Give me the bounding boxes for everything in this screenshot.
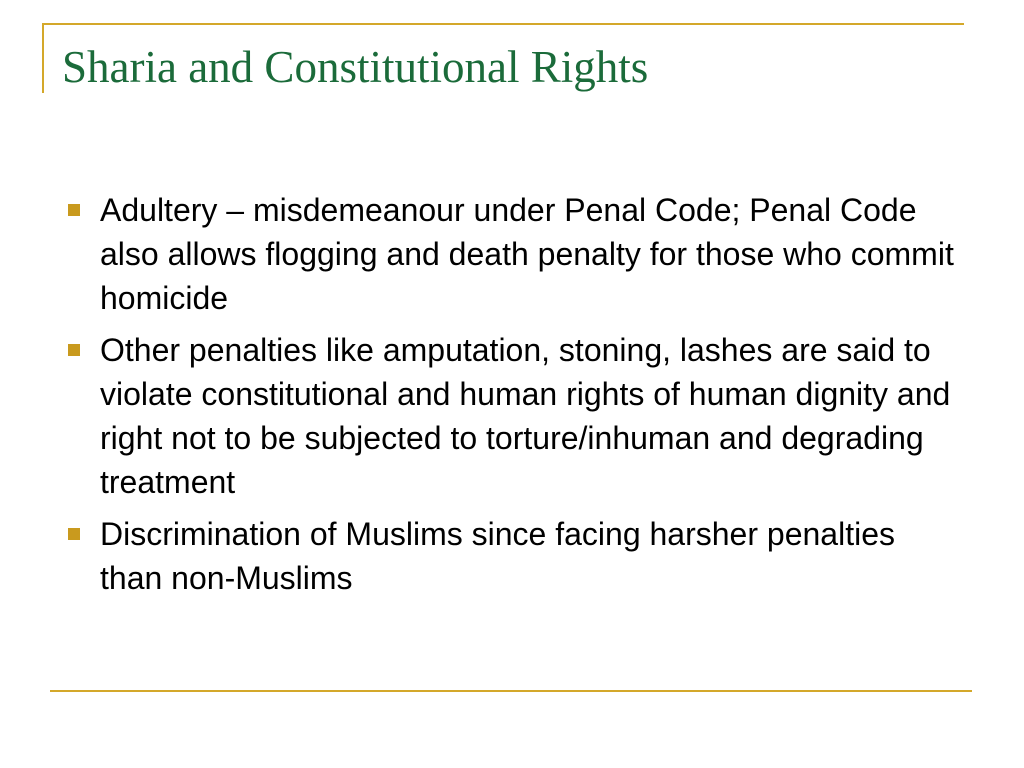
bullet-list bbox=[62, 188, 962, 608]
left-accent-line bbox=[42, 23, 44, 93]
slide-title: Sharia and Constitutional Rights bbox=[62, 42, 649, 92]
bullet-text: Other penalties like amputation, stoning, lashes are said to violate constitutional and human rights of human dignity and right not to be subjected to torture/inhuman and degrading treatment bbox=[100, 332, 951, 500]
square-bullet-icon bbox=[68, 204, 80, 216]
bullet-text: Discrimination of Muslims since facing harsher penalties than non-Muslims bbox=[100, 516, 895, 596]
square-bullet-icon bbox=[68, 528, 80, 540]
bottom-divider bbox=[50, 690, 972, 692]
bullet-item bbox=[62, 328, 962, 504]
square-bullet-icon bbox=[68, 344, 80, 356]
bullet-text: Adultery – misdemeanour under Penal Code; Penal Code also allows flogging and death penalty for those who commit homicide bbox=[100, 192, 954, 316]
bullet-item bbox=[62, 512, 962, 600]
bullet-item bbox=[62, 188, 962, 320]
top-divider bbox=[42, 23, 964, 25]
